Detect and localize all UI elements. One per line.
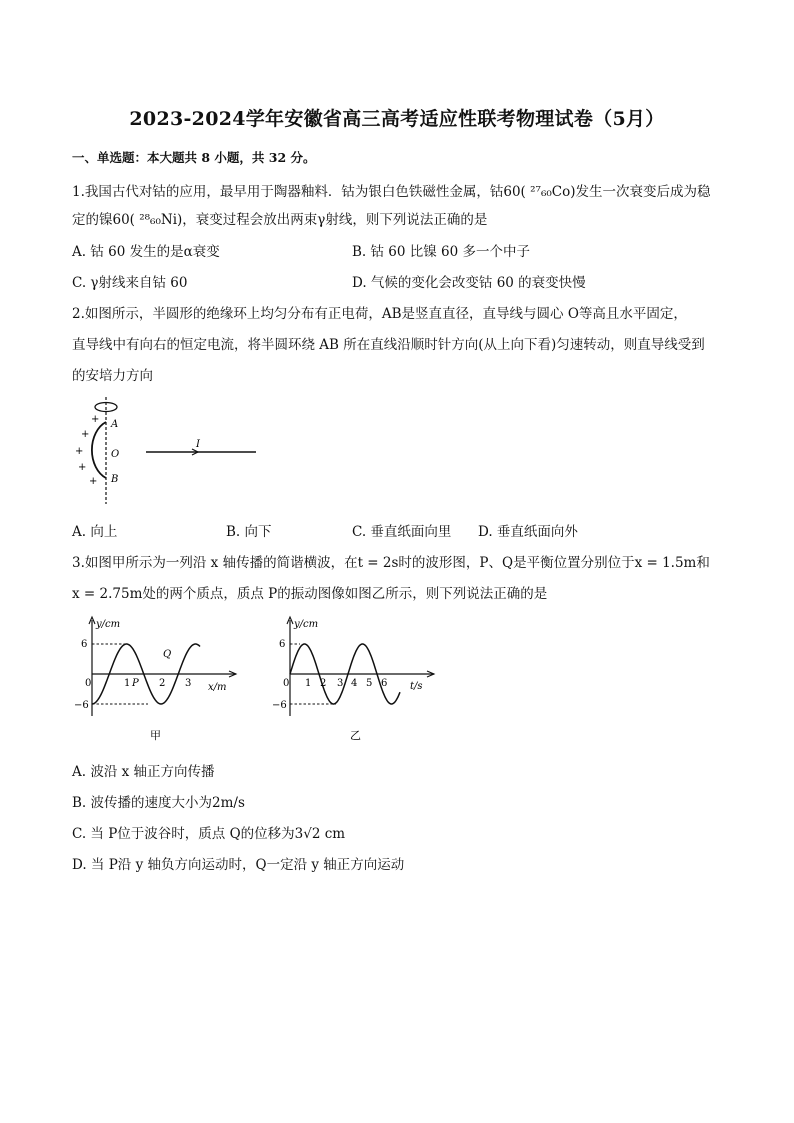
caption-jia: 甲	[150, 729, 161, 742]
charge-plus-2: +	[81, 429, 90, 440]
ttick-3: 3	[337, 678, 344, 689]
section-heading: 一、单选题：本大题共 8 小题，共 32 分。	[72, 150, 316, 165]
label-a: A	[111, 419, 119, 430]
ytick-6: 6	[81, 639, 88, 650]
xlabel: x/m	[208, 682, 227, 693]
q3-option-d: D. 当 P沿 y 轴负方向运动时，Q一定沿 y 轴正方向运动	[72, 857, 405, 873]
ytick-minus6: −6	[272, 700, 287, 711]
ytick-minus6: −6	[74, 700, 89, 711]
label-current: I	[196, 439, 200, 450]
ttick-5: 5	[366, 678, 373, 689]
q1-option-a: A. 钴 60 发生的是α衰变	[72, 244, 220, 260]
point-p-label: P	[132, 678, 139, 689]
xtick-1: 1	[124, 678, 131, 689]
q2-stem-line3: 的安培力方向	[72, 368, 153, 384]
ylabel: y/cm	[294, 619, 319, 630]
page-title: 2023-2024学年安徽省高三高考适应性联考物理试卷（5月）	[129, 108, 665, 130]
q1-option-b: B. 钴 60 比镍 60 多一个中子	[352, 244, 531, 260]
q1-stem-line1: 1.我国古代对钴的应用，最早用于陶器釉料．钴为银白色铁磁性金属，钴60( ²⁷₆₀Co)发生一次衰变后成为稳	[72, 184, 711, 200]
charge-plus-3: +	[75, 446, 84, 457]
point-q-label: Q	[163, 649, 172, 660]
q1-stem-line2: 定的镍60( ²⁸₆₀Ni)，衰变过程会放出两束γ射线，则下列说法正确的是	[72, 212, 488, 228]
charge-plus-4: +	[78, 462, 87, 473]
q2-stem-line2: 直导线中有向右的恒定电流，将半圆环绕 AB 所在直线沿顺时针方向(从上向下看)匀速转动，则直导线受到	[72, 337, 705, 353]
q3-option-a: A. 波沿 x 轴正方向传播	[72, 764, 215, 780]
xtick-2: 2	[159, 678, 166, 689]
caption-yi: 乙	[350, 729, 361, 742]
q3-wave-graph-jia	[70, 612, 242, 744]
tlabel: t/s	[410, 681, 423, 692]
label-b: B	[111, 474, 119, 485]
q2-ring-diagram	[68, 396, 268, 508]
charge-plus-1: +	[91, 414, 100, 425]
ttick-4: 4	[351, 678, 358, 689]
ylabel: y/cm	[96, 619, 121, 630]
ttick-6: 6	[381, 678, 388, 689]
origin-label: 0	[85, 678, 92, 689]
label-o: O	[111, 449, 120, 460]
xtick-3: 3	[185, 678, 192, 689]
q2-option-a: A. 向上	[72, 524, 118, 540]
ttick-1: 1	[305, 678, 312, 689]
q3-option-b: B. 波传播的速度大小为2m/s	[72, 795, 245, 811]
q3-option-c: C. 当 P位于波谷时，质点 Q的位移为3√2 cm	[72, 826, 346, 842]
q2-option-b: B. 向下	[226, 524, 272, 540]
ytick-6: 6	[279, 639, 286, 650]
q3-stem-line1: 3.如图甲所示为一列沿 x 轴传播的简谐横波，在t = 2s时的波形图，P、Q是平衡位置分别位于x = 1.5m和	[72, 555, 710, 571]
q3-vibration-graph-yi	[270, 612, 440, 744]
charge-plus-5: +	[89, 476, 98, 487]
q2-option-c: C. 垂直纸面向里	[352, 524, 452, 540]
origin-label: 0	[283, 678, 290, 689]
q2-stem-line1: 2.如图所示，半圆形的绝缘环上均匀分布有正电荷，AB是竖直直径，直导线与圆心 O等高且水平固定，	[72, 306, 687, 322]
q1-option-c: C. γ射线来自钴 60	[72, 275, 188, 291]
q2-option-d: D. 垂直纸面向外	[478, 524, 578, 540]
q3-stem-line2: x = 2.75m处的两个质点，质点 P的振动图像如图乙所示，则下列说法正确的是	[72, 586, 548, 602]
q1-option-d: D. 气候的变化会改变钴 60 的衰变快慢	[352, 275, 586, 291]
semicircle-ring	[92, 422, 106, 478]
ttick-2: 2	[320, 678, 327, 689]
